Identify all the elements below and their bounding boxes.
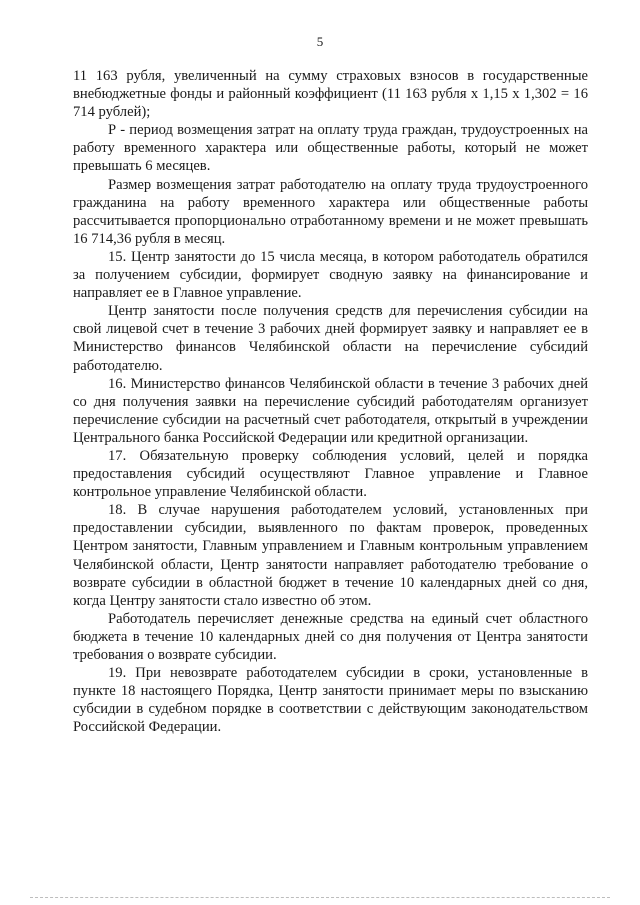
- page-number: 5: [316, 34, 324, 49]
- document-body: [73, 67, 588, 736]
- paragraph-item-17: 17. Обязательную проверку соблюдения условий, целей и порядка предоставления субсидий осуществляют Главное управление и Главное контрольное управление Челябинской области.: [73, 447, 588, 501]
- paragraph-period-definition: Р - период возмещения затрат на оплату труда граждан, трудоустроенных на работу временного характера или общественные работы, который не может превышать 6 месяцев.: [73, 122, 588, 175]
- scan-edge-line: [30, 897, 610, 899]
- paragraph-item-18-continued: Работодатель перечисляет денежные средства на единый счет областного бюджета в течение 10 календарных дней со дня получения от Центра занятости требования о возврате субсидии.: [73, 610, 588, 663]
- paragraph-item-19: 19. При невозврате работодателем субсидии в сроки, установленные в пункте 18 настоящего Порядка, Центр занятости принимает меры по взысканию субсидии в судебном порядке в соответствии с действующим законодательством Российской Федерации.: [73, 665, 588, 736]
- paragraph-item-16: 16. Министерство финансов Челябинской области в течение 3 рабочих дней со дня получения заявки на перечисление субсидий работодателям организует перечисление субсидии на расчетный счет работодателя, открытый в учреждении Центрального банка Российской Федерации или кредитной организации.: [73, 375, 588, 446]
- paragraph-item-15: 15. Центр занятости до 15 числа месяца, в котором работодатель обратился за получением субсидии, формирует сводную заявку на финансирование и направляет ее в Главное управление.: [73, 248, 588, 302]
- paragraph-reimbursement-size: Размер возмещения затрат работодателю на оплату труда трудоустроенного гражданина на работу временного характера или общественные работы рассчитывается пропорционально отработанному времени и не может превышать 16 714,36 рубля в месяц.: [73, 176, 588, 247]
- paragraph-item-18: 18. В случае нарушения работодателем условий, установленных при предоставлении субсидии, выявленного по фактам проверок, проведенных Центром занятости, Главным управлением и Главным контрольным управлением Челябинской области, Центр занятости направляет работодателю требование о возврате субсидии в областной бюджет в течение 10 календарных дней со дня, когда Центру занятости стало известно об этом.: [73, 502, 588, 609]
- paragraph-item-15-continued: Центр занятости после получения средств для перечисления субсидии на свой лицевой счет в течение 3 рабочих дней формирует заявку и направляет ее в Министерство финансов Челябинской области на перечисление субсидий работодателю.: [73, 303, 588, 374]
- paragraph-continuation: 11 163 рубля, увеличенный на сумму страховых взносов в государственные внебюджетные фонды и районный коэффициент (11 163 рубля х 1,15 х 1,302 = 16 714 рублей);: [73, 68, 588, 121]
